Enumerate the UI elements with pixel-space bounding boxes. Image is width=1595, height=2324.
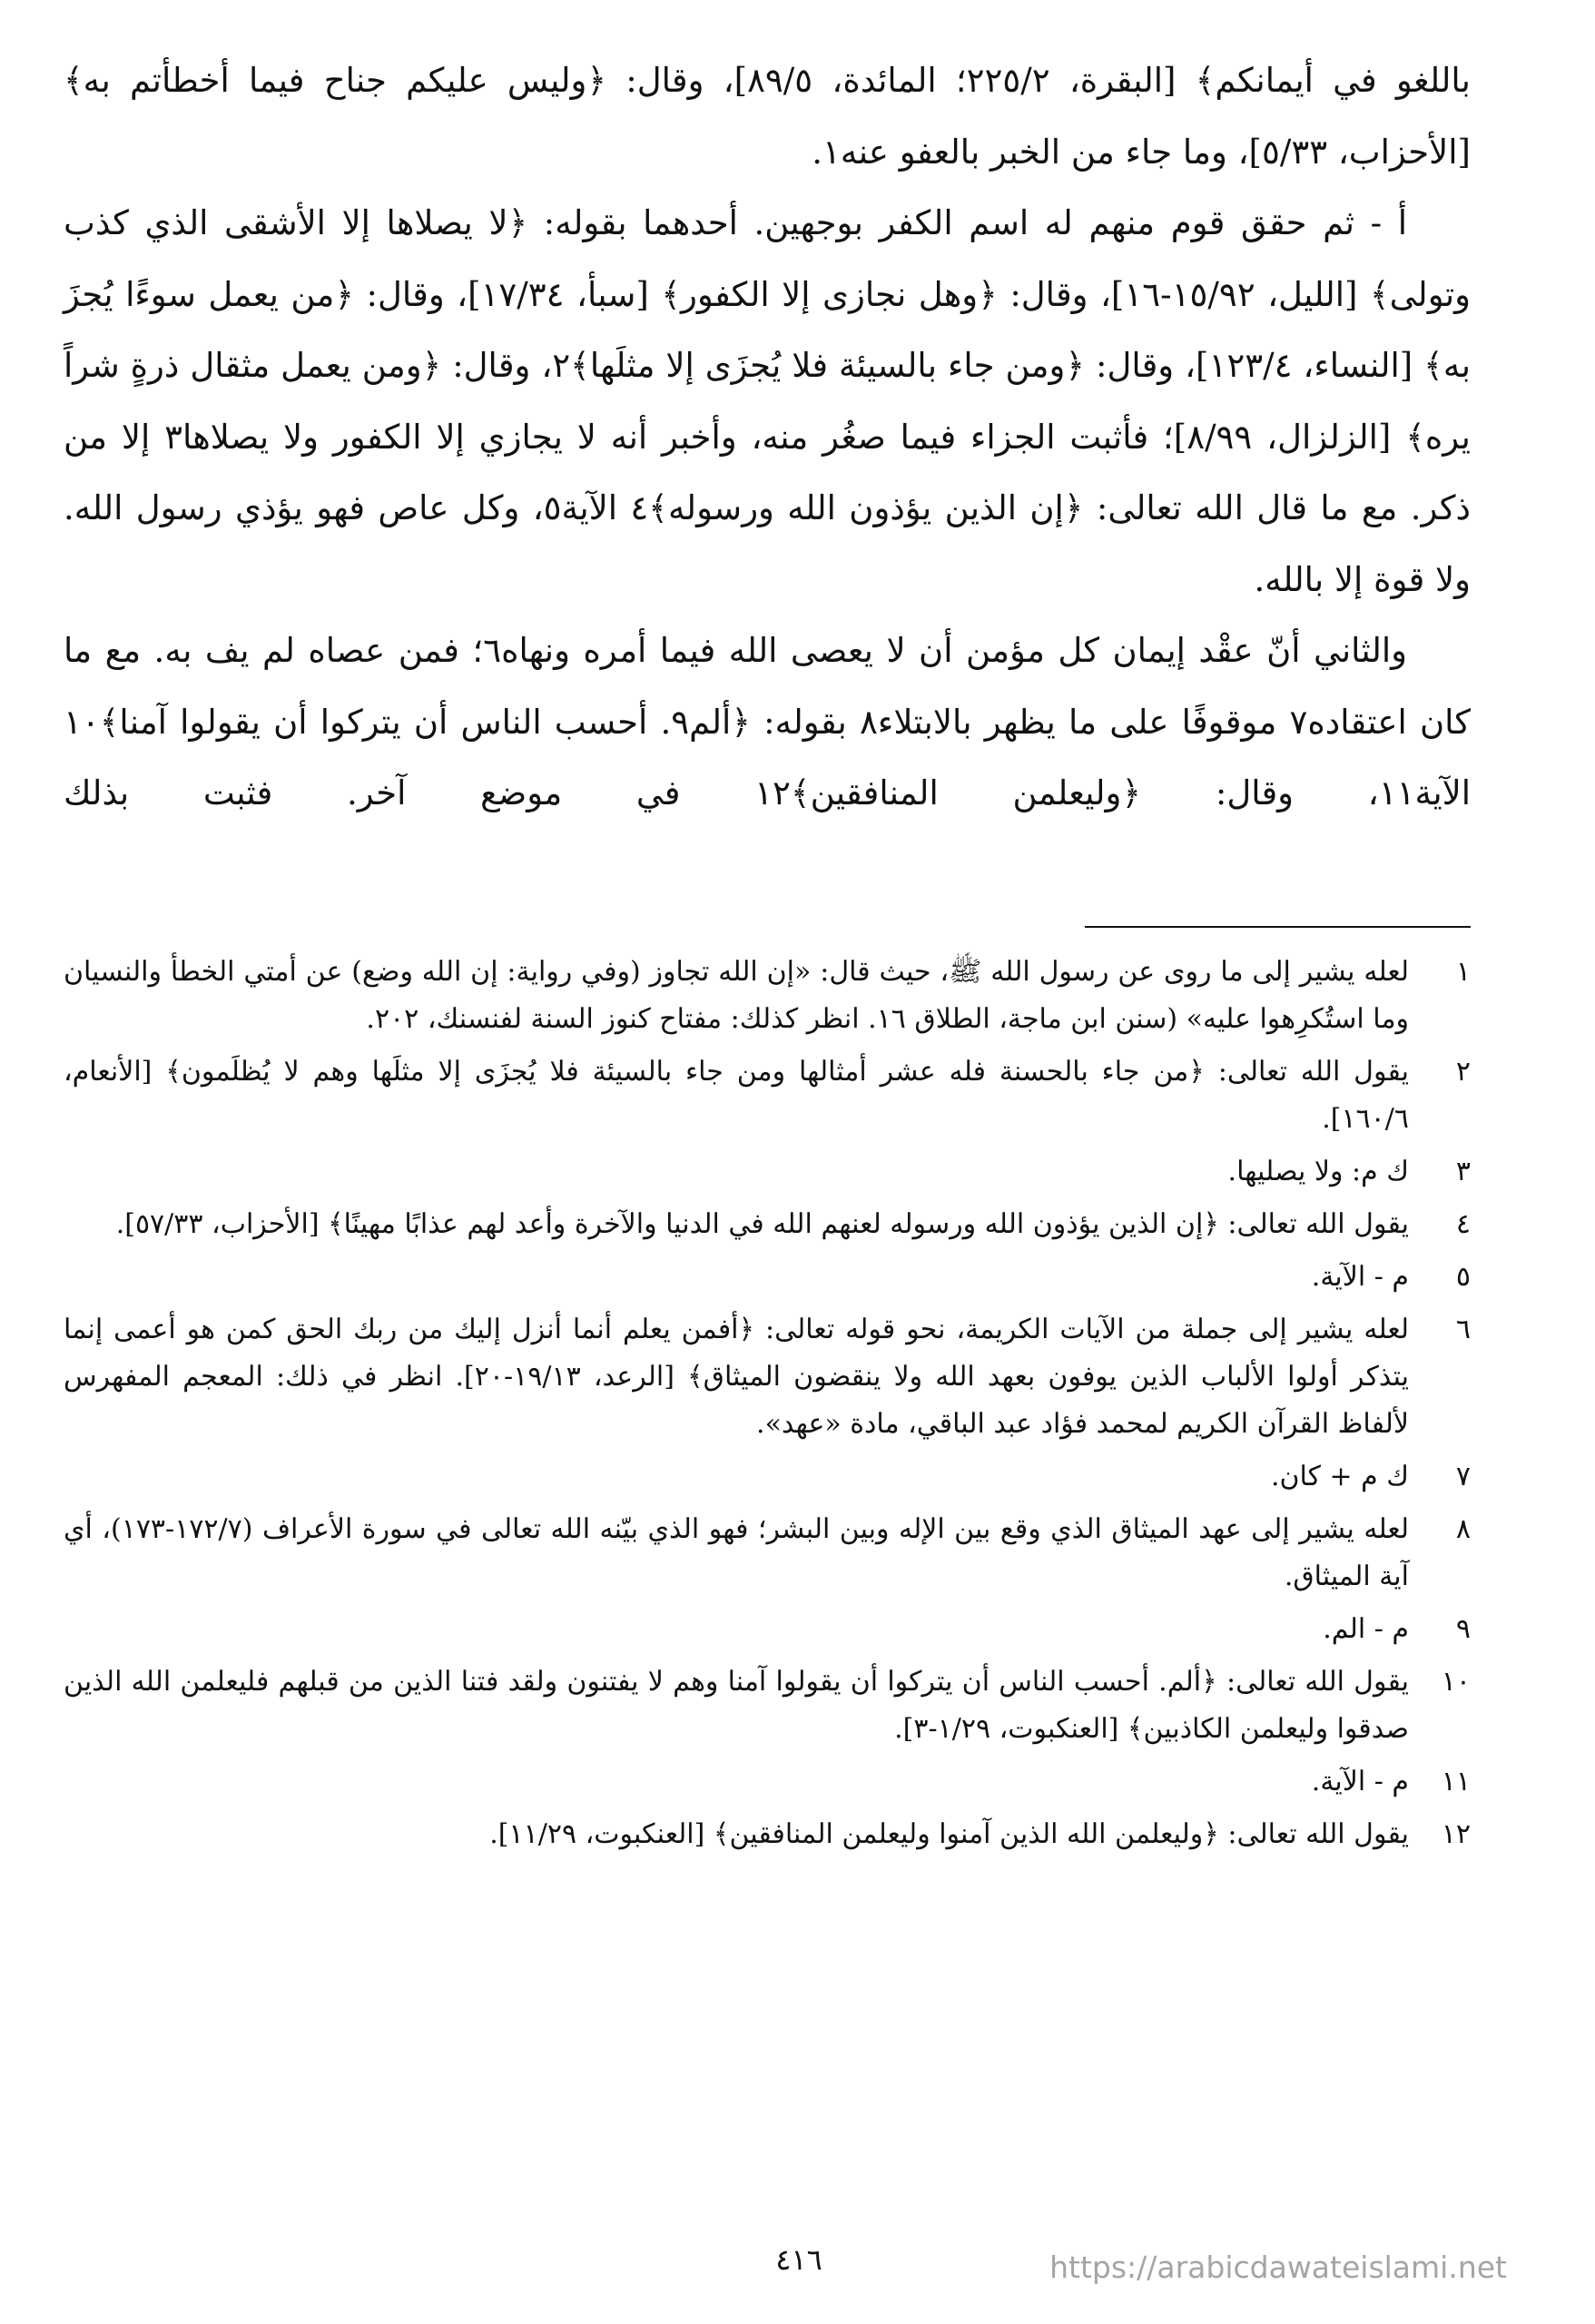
footnote-item — [64, 1659, 1471, 1753]
footnote-item — [64, 1201, 1471, 1248]
footnote-number: ١ — [1455, 956, 1471, 988]
footnote-text: يقول الله تعالى: ﴿من جاء بالحسنة فله عشر أمثالها ومن جاء بالسيئة فلا يُجزَى إلا مثلَها وهم لا يُظلَمون﴾ [الأنعام، ١٦٠/٦]. — [64, 1056, 1409, 1135]
footnote-item — [64, 1254, 1471, 1301]
footnote-number: ٤ — [1455, 1208, 1471, 1240]
footnote-number: ٥ — [1455, 1261, 1471, 1293]
footnote-text: م - الم. — [1323, 1613, 1409, 1645]
paragraph-second-reason: والثاني أنّ عقْد إيمان كل مؤمن أن لا يعصى الله فيما أمره ونهاه٦؛ فمن عصاه لم يف به. مع ما كان اعتقاده٧ موقوفًا على ما يظهر بالابتلاء٨ بقوله: ﴿ألم٩. أحسب الناس أن يتركوا أن يقولوا آمنا﴾١٠ الآية١١، وقال: ﴿وليعلمن المنافقين﴾١٢ في موضع آخر. فثبت بذلك — [64, 631, 1472, 812]
paragraph-continuation: باللغو في أيمانكم﴾ [البقرة، ٢٢٥/٢؛ المائدة، ٨٩/٥]، وقال: ﴿وليس عليكم جناح فيما أخطأتم به﴾ [الأحزاب، ٥/٣٣]، وما جاء من الخبر بالعفو عنه١. — [64, 61, 1471, 172]
footnote-text: يقول الله تعالى: ﴿ألم. أحسب الناس أن يتركوا أن يقولوا آمنا وهم لا يفتنون ولقد فتنا الذين من قبلهم فليعلمن الله الذين صدقوا وليعلمن الكاذبين﴾ [العنكبوت، ١/٢٩-٣]. — [64, 1666, 1409, 1745]
footnote-item — [64, 1506, 1471, 1600]
footnote-text: يقول الله تعالى: ﴿وليعلمن الله الذين آمنوا وليعلمن المنافقين﴾ [العنكبوت، ١١/٢٩]. — [489, 1818, 1409, 1850]
footnote-item — [64, 1811, 1471, 1858]
paragraph-alif: أ - ثم حقق قوم منهم له اسم الكفر بوجهين. أحدهما بقوله: ﴿لا يصلاها إلا الأشقى الذي كذب وتولى﴾ [الليل، ١٥/٩٢-١٦]، وقال: ﴿وهل نجازى إلا الكفور﴾ [سبأ، ١٧/٣٤]، وقال: ﴿من يعمل سوءًا يُجزَ به﴾ [النساء، ١٢٣/٤]، وقال: ﴿ومن جاء بالسيئة فلا يُجزَى إلا مثلَها﴾٢، وقال: ﴿ومن يعمل مثقال ذرةٍ شراً يره﴾ [الزلزال، ٨/٩٩]؛ فأثبت الجزاء فيما صغُر منه، وأخبر أنه لا يجازي إلا الكفور ولا يصلاها٣ إلا من ذكر. مع ما قال الله تعالى: ﴿إن الذين يؤذون الله ورسوله﴾٤ الآية٥، وكل عاص فهو يؤذي رسول الله. ولا قوة إلا بالله. — [64, 203, 1471, 599]
watermark-url: https://arabicdawateislami.net — [1049, 2250, 1507, 2285]
footnote-number: ٩ — [1455, 1613, 1471, 1645]
footnote-text: ك م + كان. — [1270, 1461, 1409, 1492]
footnote-text: لعله يشير إلى عهد الميثاق الذي وقع بين الإله وبين البشر؛ فهو الذي بيّنه الله تعالى في سورة الأعراف (١٧٢/٧-١٧٣)، أي آية الميثاق. — [64, 1513, 1409, 1592]
footnote-number: ١٠ — [1441, 1666, 1471, 1698]
footnote-item — [64, 1306, 1471, 1448]
footnote-item — [64, 1606, 1471, 1653]
main-text-body — [64, 45, 1471, 830]
footnote-number: ٦ — [1455, 1314, 1471, 1345]
footnote-item — [64, 1049, 1471, 1143]
footnote-text: لعله يشير إلى ما روى عن رسول الله ﷺ، حيث قال: «إن الله تجاوز (وفي رواية: إن الله وضع) عن أمتي الخطأ والنسيان وما استُكرِهوا عليه» (سنن ابن ماجة، الطلاق ١٦. انظر كذلك: مفتاح كنوز السنة لفنسنك، ٢٠٢. — [64, 956, 1409, 1035]
footnote-number: ٨ — [1455, 1513, 1471, 1545]
footnote-text: ك م: ولا يصليها. — [1227, 1156, 1409, 1187]
footnote-number: ٣ — [1455, 1156, 1471, 1187]
footnote-text: م - الآية. — [1311, 1766, 1409, 1797]
footnote-text: لعله يشير إلى جملة من الآيات الكريمة، نحو قوله تعالى: ﴿أفمن يعلم أنما أنزل إليك من ربك الحق كمن هو أعمى إنما يتذكر أولوا الألباب الذين يوفون بعهد الله ولا ينقضون الميثاق﴾ [الرعد، ١٩/١٣-٢٠]. انظر في ذلك: المعجم المفهرس لألفاظ القرآن الكريم لمحمد فؤاد عبد الباقي، مادة «عهد». — [64, 1314, 1410, 1440]
page-number: ٤١٦ — [775, 2242, 822, 2277]
footnote-text: يقول الله تعالى: ﴿إن الذين يؤذون الله ورسوله لعنهم الله في الدنيا والآخرة وأعد لهم عذابًا مهينًا﴾ [الأحزاب، ٥٧/٣٣]. — [115, 1208, 1409, 1240]
footnote-number: ٢ — [1455, 1056, 1471, 1088]
footnote-text: م - الآية. — [1311, 1261, 1409, 1293]
footnote-number: ١٢ — [1441, 1818, 1471, 1850]
footnote-separator-rule — [1085, 926, 1471, 928]
footnotes-section — [64, 949, 1471, 1864]
footnote-item — [64, 1148, 1471, 1196]
footnote-item — [64, 1758, 1471, 1806]
footnote-number: ٧ — [1455, 1461, 1471, 1492]
footnote-item — [64, 949, 1471, 1043]
footnote-item — [64, 1453, 1471, 1501]
footnote-number: ١١ — [1441, 1766, 1471, 1797]
